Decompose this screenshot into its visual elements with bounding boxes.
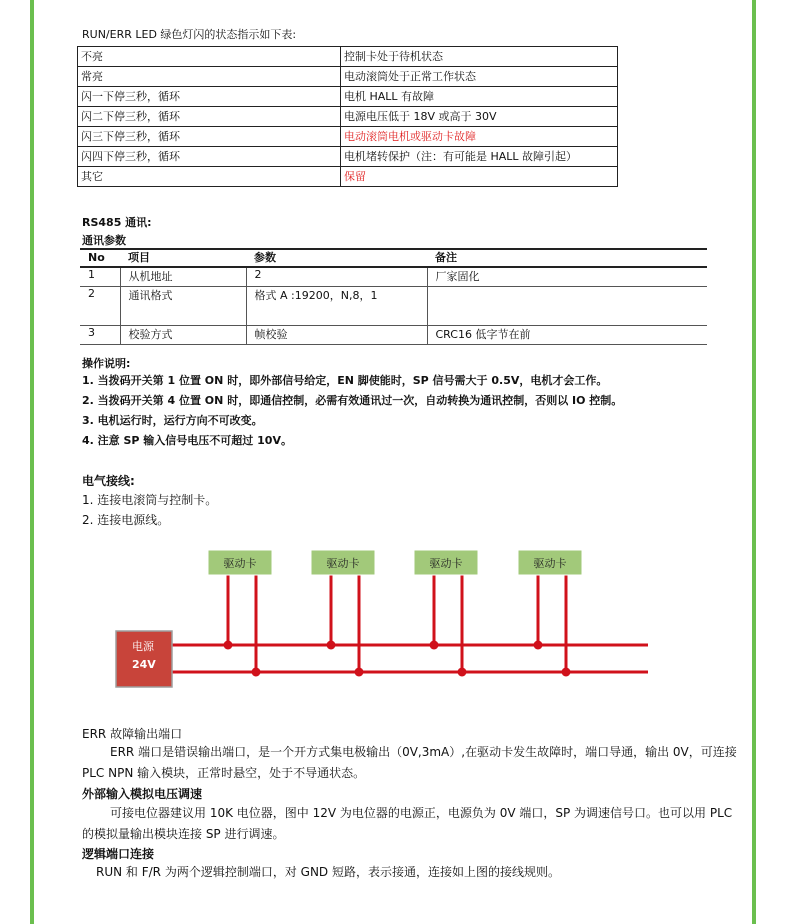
rs485-subtitle: 通讯参数	[82, 234, 126, 247]
status-meaning: 电机堵转保护（注：有可能是 HALL 故障引起）	[341, 147, 618, 167]
junction-dot	[224, 641, 233, 650]
status-state: 其它	[78, 167, 341, 187]
err-title: ERR 故障输出端口	[82, 727, 183, 741]
status-row	[78, 127, 618, 147]
cell-note: 厂家固化	[427, 267, 707, 286]
driver-card-label: 驱动卡	[429, 557, 463, 570]
driver-card	[311, 550, 375, 575]
power-supply	[116, 631, 172, 687]
cell-item: 通讯格式	[120, 286, 246, 325]
status-meaning: 保留	[341, 167, 618, 187]
status-state: 闪一下停三秒，循环	[78, 87, 341, 107]
wiring-diagram	[0, 540, 790, 700]
operation-list	[82, 372, 622, 452]
cell-param: 帧校验	[246, 325, 427, 344]
wiring-step: 2. 连接电源线。	[82, 513, 170, 527]
power-voltage: 24V	[132, 658, 156, 671]
status-row	[78, 167, 618, 187]
junction-dot	[534, 641, 543, 650]
wiring-lines	[172, 575, 648, 672]
cell-no: 1	[80, 267, 120, 286]
power-label: 电源	[132, 640, 154, 653]
status-row	[78, 87, 618, 107]
status-state: 闪三下停三秒，循环	[78, 127, 341, 147]
cell-item: 从机地址	[120, 267, 246, 286]
driver-card	[208, 550, 272, 575]
col-header-no: No	[80, 249, 120, 267]
status-row	[78, 67, 618, 87]
status-meaning: 电源电压低于 18V 或高于 30V	[341, 107, 618, 127]
junction-dot	[562, 668, 571, 677]
cell-no: 3	[80, 325, 120, 344]
logic-title: 逻辑端口连接	[82, 847, 155, 861]
driver-card-label: 驱动卡	[223, 557, 257, 570]
status-row	[78, 107, 618, 127]
status-meaning: 电动滚筒电机或驱动卡故障	[341, 127, 618, 147]
left-page-border	[30, 0, 34, 924]
junction-dot	[252, 668, 261, 677]
status-row	[78, 147, 618, 167]
junction-dot	[430, 641, 439, 650]
operation-item: 3. 电机运行时，运行方向不可改变。	[82, 414, 263, 427]
err-body: ERR 端口是错误输出端口，是一个开方式集电极输出（0V,3mA）,在驱动卡发生故障时，端口导通，输出 0V，可连接 PLC NPN 输入模块，正常时悬空，处于不导通状态。	[82, 745, 737, 780]
operation-item: 2. 当拨码开关第 4 位置 ON 时，即通信控制，必需有效通讯过一次，自动转换为通讯控制，否则以 IO 控制。	[82, 394, 623, 407]
status-state: 闪二下停三秒，循环	[78, 107, 341, 127]
cell-item: 校验方式	[120, 325, 246, 344]
status-row	[78, 47, 618, 67]
junction-dot	[327, 641, 336, 650]
logic-body: RUN 和 F/R 为两个逻辑控制端口，对 GND 短路，表示接通，连接如上图的接线规则。	[96, 865, 560, 879]
cell-note: CRC16 低字节在前	[427, 325, 707, 344]
led-status-table	[77, 46, 618, 187]
status-table-caption: RUN/ERR LED 绿色灯闪的状态指示如下表:	[82, 28, 297, 41]
cell-param: 2	[246, 267, 427, 286]
col-header-item: 项目	[120, 249, 246, 267]
status-meaning: 电动滚筒处于正常工作状态	[341, 67, 618, 87]
col-header-param: 参数	[246, 249, 427, 267]
junction-dot	[355, 668, 364, 677]
wiring-title: 电气接线:	[82, 474, 135, 488]
col-header-note: 备注	[427, 249, 707, 267]
cell-note	[427, 286, 707, 325]
cell-no: 2	[80, 286, 120, 325]
driver-card-label: 驱动卡	[326, 557, 360, 570]
rs485-title: RS485 通讯:	[82, 216, 152, 229]
analog-body: 可接电位器建议用 10K 电位器，图中 12V 为电位器的电源正，电源负为 0V 端口，SP 为调速信号口。也可以用 PLC 的模拟量输出模块连接 SP 进行调速。	[82, 806, 733, 841]
status-meaning: 控制卡处于待机状态	[341, 47, 618, 67]
analog-title: 外部输入模拟电压调速	[82, 787, 203, 801]
operation-item: 1. 当拨码开关第 1 位置 ON 时，即外部信号给定，EN 脚使能时，SP 信号需大于 0.5V，电机才会工作。	[82, 374, 608, 387]
operation-item: 4. 注意 SP 输入信号电压不可超过 10V。	[82, 434, 292, 447]
cell-param: 格式 A :19200，N,8，1	[246, 286, 427, 325]
driver-card	[518, 550, 582, 575]
right-page-border	[752, 0, 756, 924]
status-state: 不亮	[78, 47, 341, 67]
wiring-step: 1. 连接电滚筒与控制卡。	[82, 493, 218, 507]
status-state: 闪四下停三秒，循环	[78, 147, 341, 167]
comm-param-table	[80, 248, 707, 345]
status-state: 常亮	[78, 67, 341, 87]
operation-title: 操作说明:	[82, 357, 131, 370]
driver-card-label: 驱动卡	[533, 557, 567, 570]
junction-dot	[458, 668, 467, 677]
driver-card	[414, 550, 478, 575]
status-meaning: 电机 HALL 有故障	[341, 87, 618, 107]
